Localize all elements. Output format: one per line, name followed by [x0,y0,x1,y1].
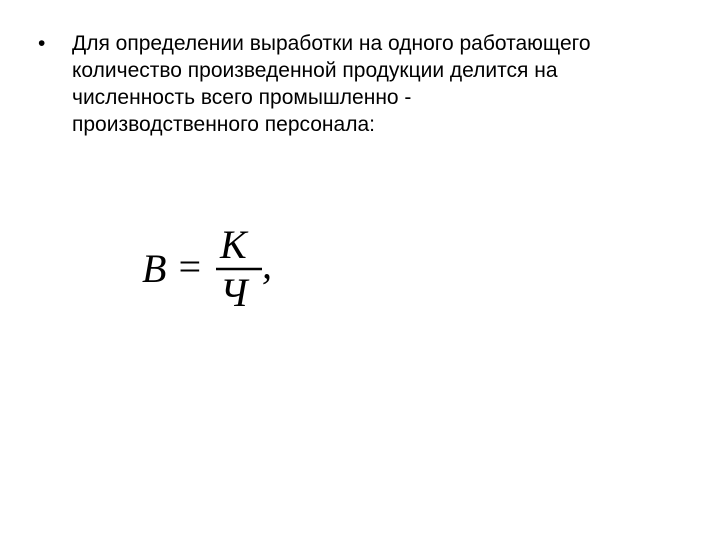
output-formula [140,228,290,318]
formula-equals: = [176,244,203,289]
bullet-marker: • [38,32,46,55]
formula-graphic [140,228,290,318]
bullet-paragraph [38,30,688,138]
formula-lhs: В [142,246,167,291]
bullet-text [72,30,591,138]
formula-comma: , [262,242,272,287]
bullet-line: Для определении выработки на одного работающего [72,32,591,55]
bullet-line: численность всего промышленно - [72,86,412,109]
bullet-line: количество произведенной продукции делится на [72,59,558,82]
bullet-line: производственного персонала: [72,113,375,136]
formula-numerator: К [220,228,247,267]
formula-denominator: Ч [220,270,248,315]
